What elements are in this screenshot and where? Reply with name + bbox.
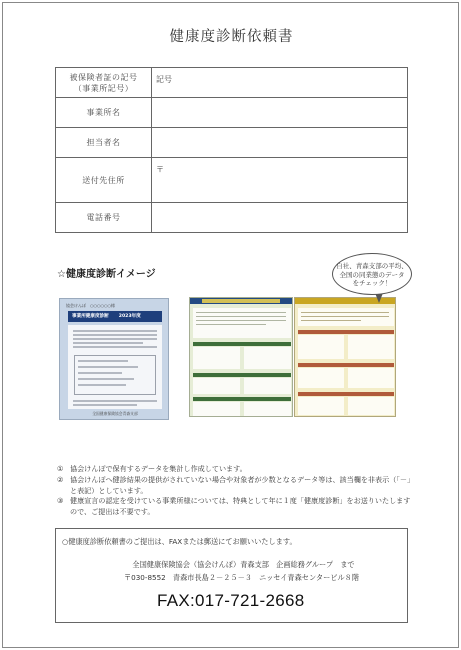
form-row-address [56, 158, 408, 203]
report-chart-block [348, 368, 394, 388]
report-table-block [193, 402, 240, 416]
report-table-block [298, 335, 344, 359]
report-table-block [193, 378, 240, 394]
note-item [57, 464, 412, 475]
form-row-phone [56, 203, 408, 233]
note-number: ③ [57, 496, 64, 506]
report-table-block [193, 347, 240, 369]
address-field[interactable]: 〒 [152, 158, 408, 203]
text-line [78, 360, 128, 362]
report-cover-body [68, 325, 162, 409]
text-line [196, 316, 286, 317]
text-line [301, 316, 389, 317]
phone-label: 電話番号 [56, 203, 152, 233]
insurance-code-label-line2: （事業所記号） [73, 83, 134, 93]
office-name-field[interactable] [152, 98, 408, 128]
report-text-block [298, 308, 394, 326]
report-section-header [298, 330, 394, 334]
bubble-line: 全国の同業態のデータ [339, 270, 405, 279]
speech-bubble [332, 253, 412, 295]
report-table-block [298, 397, 344, 415]
text-line [196, 320, 286, 321]
text-line [73, 334, 157, 336]
contact-box [55, 528, 408, 623]
text-line [73, 338, 157, 340]
text-line [196, 324, 266, 325]
form-row-insurance-code [56, 68, 408, 98]
note-text: 協会けんぽへ健診結果の提供がされていない場合や対象者が少数となるデータ等は、該当欄を非表示（「－」と表記）としています。 [70, 474, 411, 495]
contact-address: 〒030-8552 青森市長島２－２５－３ ニッセイ青森センタービル８階 [123, 573, 360, 582]
note-text: 健康宣言の認定を受けている事業所様については、特典として年に１度「健康度診断」をお送りいたしますので、ご提出は不要です。 [70, 496, 411, 517]
text-line [78, 366, 138, 368]
insurance-code-label [56, 68, 152, 98]
report-cover-footer: 全国健康保険協会青森支部 [92, 411, 138, 416]
text-line [196, 312, 286, 313]
report-section-header [298, 363, 394, 367]
report-cover-image [59, 298, 169, 420]
form-row-contact-person [56, 128, 408, 158]
report-chart-block [348, 335, 394, 359]
insurance-code-label-line1: 被保険者証の記号 [69, 72, 138, 82]
report-chart-block [244, 378, 291, 394]
contact-person-label: 担当者名 [56, 128, 152, 158]
office-name-label: 事業所名 [56, 98, 152, 128]
text-line [78, 378, 134, 380]
note-number: ① [57, 464, 64, 473]
report-section-header [193, 342, 291, 346]
phone-field[interactable] [152, 203, 408, 233]
report-chart-block [244, 347, 291, 369]
text-line [301, 312, 389, 313]
page-title: 健康度診断依頼書 [169, 29, 294, 45]
report-section-header [193, 397, 291, 401]
report-cover-header: 協会けんぽ ○○○○○○様 [66, 303, 115, 308]
note-item [57, 475, 412, 497]
insurance-code-field[interactable]: 記号 [152, 68, 408, 98]
report-page-image [189, 297, 293, 417]
note-text: 協会けんぽで保有するデータを集計し作成しています。 [70, 464, 247, 473]
report-chart-block [348, 397, 394, 415]
text-line [301, 320, 361, 321]
report-section-header [298, 392, 394, 396]
text-line [78, 372, 122, 374]
submission-note: ○健康度診断依頼書のご提出は、FAXまたは郵送にてお願いいたします。 [62, 537, 297, 546]
contact-person-field[interactable] [152, 128, 408, 158]
note-number: ② [57, 474, 64, 484]
text-line [73, 404, 137, 406]
notes-list [57, 464, 412, 518]
contact-organization: 全国健康保険協会（協会けんぽ）青森支部 企画総務グループ まで [132, 560, 355, 569]
report-section-header [193, 373, 291, 377]
report-chart-block [244, 402, 291, 416]
text-line [73, 346, 157, 348]
text-line [78, 384, 126, 386]
report-table-block [298, 368, 344, 388]
image-section-title: ☆健康度診断イメージ [57, 269, 156, 280]
report-cover-title: 事業所健康度診断 [72, 314, 109, 319]
bubble-line: をチェック！ [352, 279, 392, 287]
text-line [73, 330, 157, 332]
fax-number: FAX:017-721-2668 [157, 591, 305, 610]
note-item [57, 496, 412, 518]
report-cover-year: 2023年度 [118, 314, 141, 319]
request-form-table [55, 67, 408, 233]
report-header-highlight [202, 299, 280, 303]
report-cover-title-bar [68, 311, 162, 322]
text-line [73, 400, 157, 402]
bubble-line: 自社、青森支部の平均、 [336, 262, 408, 270]
form-row-office-name [56, 98, 408, 128]
report-comparison-image [294, 297, 396, 417]
request-form-page [2, 2, 459, 648]
address-label: 送付先住所 [56, 158, 152, 203]
text-line [73, 342, 143, 344]
